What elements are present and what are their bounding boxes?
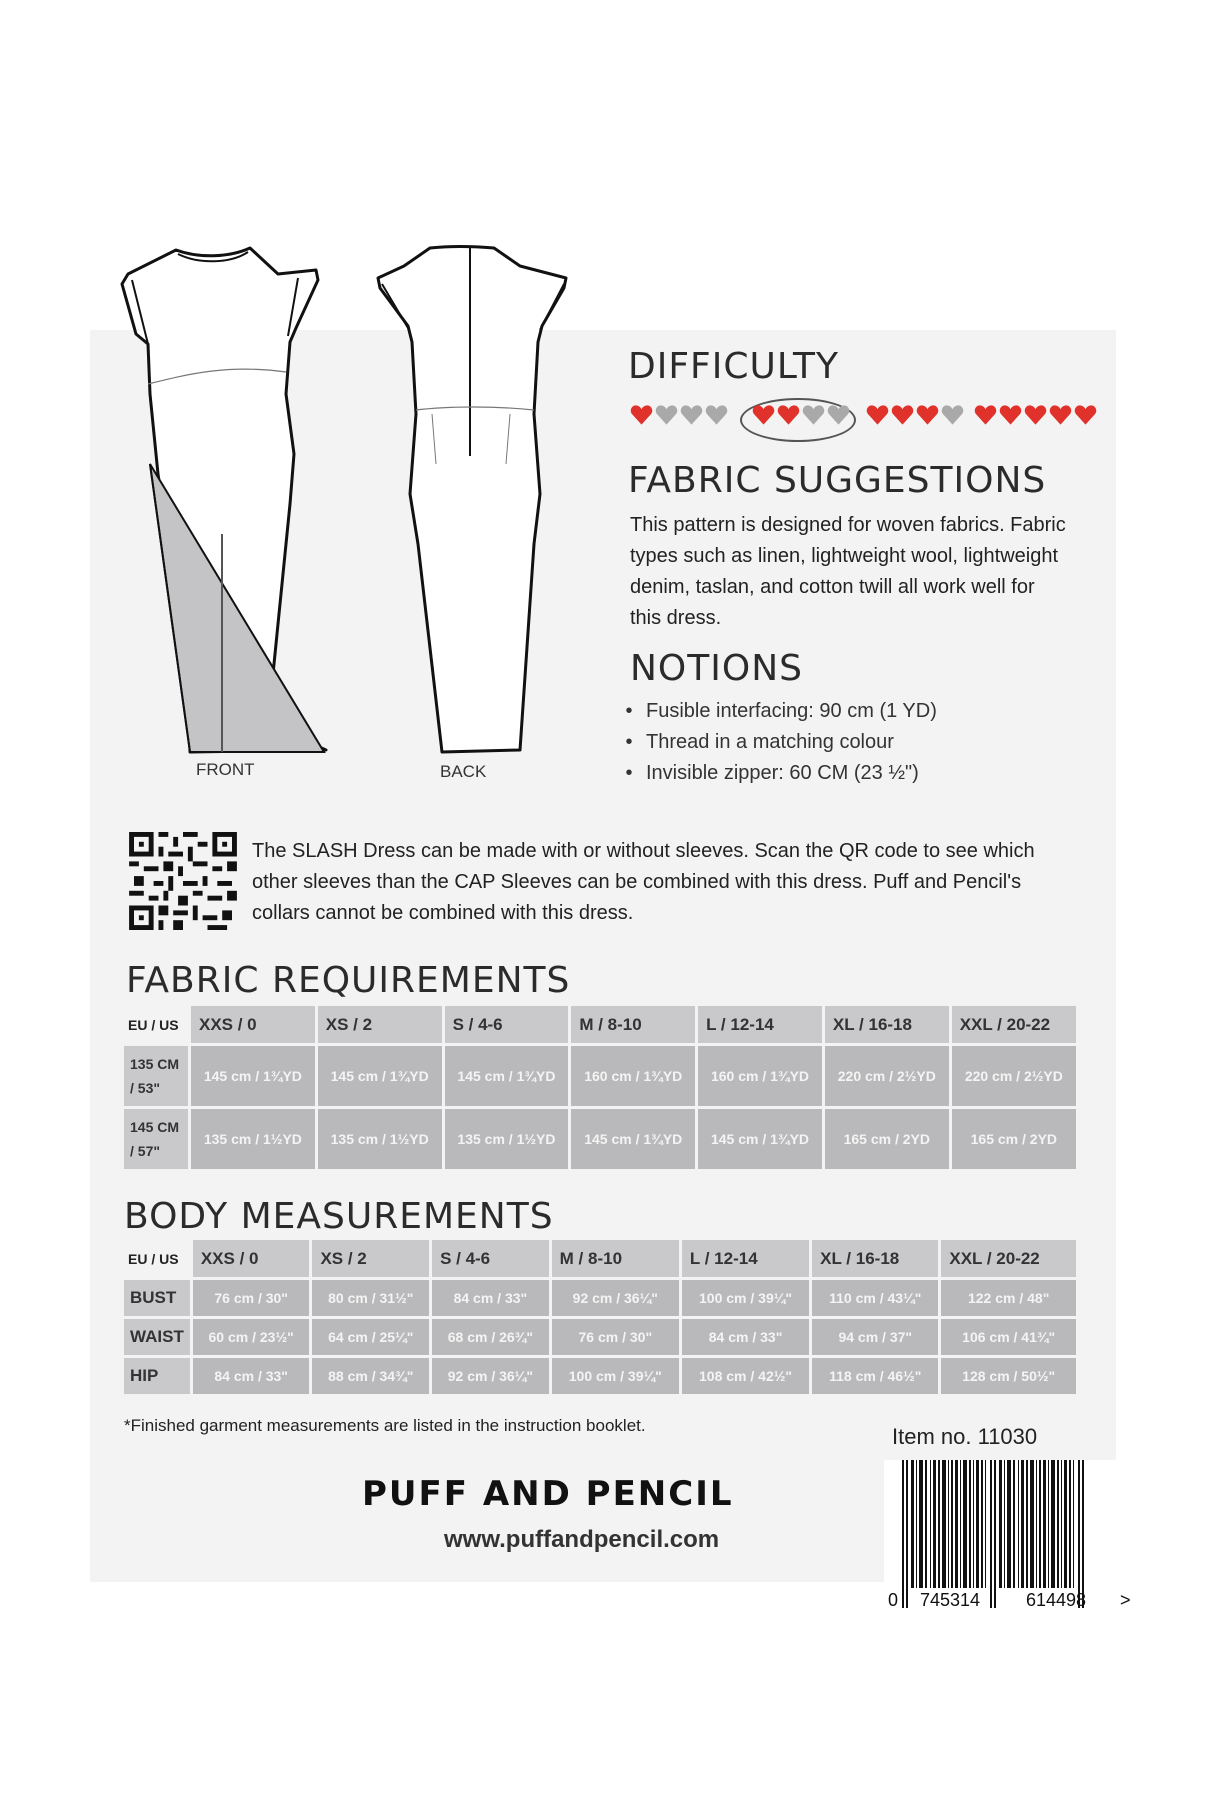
- table-cell: 92 cm / 36¼": [432, 1358, 549, 1394]
- heart-icon: [941, 404, 964, 426]
- heart-icon: [1074, 404, 1097, 426]
- notion-text: Fusible interfacing: 90 cm (1 YD): [646, 700, 937, 722]
- table-cell: 122 cm / 48": [941, 1280, 1076, 1316]
- row-label: 145 CM / 57": [124, 1109, 188, 1169]
- table-cell: 92 cm / 36¼": [552, 1280, 679, 1316]
- size-header: L / 12-14: [682, 1240, 809, 1277]
- table-cell: 135 cm / 1½YD: [445, 1109, 569, 1169]
- barcode-right-digits: 614498: [1026, 1590, 1087, 1610]
- table-corner: EU / US: [124, 1240, 190, 1277]
- row-label: HIP: [124, 1358, 190, 1394]
- notions-heading: NOTIONS: [630, 648, 803, 689]
- size-header: XXS / 0: [193, 1240, 310, 1277]
- size-header: S / 4-6: [445, 1006, 569, 1043]
- table-corner: EU / US: [124, 1006, 188, 1043]
- table-row: [124, 1280, 1076, 1316]
- row-label: 135 CM / 53": [124, 1046, 188, 1106]
- heart-icon: [916, 404, 939, 426]
- size-header: XXL / 20-22: [952, 1006, 1076, 1043]
- size-header: S / 4-6: [432, 1240, 549, 1277]
- bullet: •: [625, 731, 633, 753]
- table-cell: 160 cm / 1¾YD: [698, 1046, 822, 1106]
- table-cell: 100 cm / 39¼": [682, 1280, 809, 1316]
- table-cell: 108 cm / 42½": [682, 1358, 809, 1394]
- heart-icon: [680, 404, 703, 426]
- barcode-left-digits: 745314: [920, 1590, 981, 1610]
- table-cell: 106 cm / 41¾": [941, 1319, 1076, 1355]
- notion-item: [624, 758, 937, 789]
- table-cell: 220 cm / 2½YD: [952, 1046, 1076, 1106]
- heart-icon: [1049, 404, 1072, 426]
- notion-text: Thread in a matching colour: [646, 731, 894, 753]
- back-label: BACK: [440, 762, 487, 781]
- table-cell: 84 cm / 33": [432, 1280, 549, 1316]
- table-cell: 165 cm / 2YD: [825, 1109, 949, 1169]
- table-cell: 60 cm / 23½": [193, 1319, 310, 1355]
- fabric-requirements-table: [121, 1003, 1079, 1172]
- row-label: WAIST: [124, 1319, 190, 1355]
- notion-text: Invisible zipper: 60 CM (23 ½"): [646, 762, 919, 784]
- table-cell: 165 cm / 2YD: [952, 1109, 1076, 1169]
- table-cell: 220 cm / 2½YD: [825, 1046, 949, 1106]
- heart-icon: [752, 404, 775, 426]
- difficulty-level-1: [630, 404, 728, 426]
- table-header-row: [124, 1006, 1076, 1043]
- qr-code[interactable]: [128, 832, 238, 930]
- back-dress-sketch: [370, 244, 580, 756]
- table-cell: 76 cm / 30": [552, 1319, 679, 1355]
- table-cell: 80 cm / 31½": [312, 1280, 429, 1316]
- table-cell: 84 cm / 33": [193, 1358, 310, 1394]
- notion-item: [624, 727, 937, 758]
- table-cell: 88 cm / 34¾": [312, 1358, 429, 1394]
- heart-icon: [866, 404, 889, 426]
- table-row: [124, 1319, 1076, 1355]
- heart-icon: [655, 404, 678, 426]
- table-cell: 145 cm / 1¾YD: [445, 1046, 569, 1106]
- difficulty-heading: DIFFICULTY: [628, 346, 839, 387]
- difficulty-level-2: [752, 404, 850, 426]
- table-row: [124, 1046, 1076, 1106]
- heart-icon: [630, 404, 653, 426]
- table-cell: 135 cm / 1½YD: [191, 1109, 315, 1169]
- measurement-footnote: *Finished garment measurements are listed in the instruction booklet.: [124, 1416, 646, 1435]
- website-url[interactable]: www.puffandpencil.com: [444, 1526, 720, 1553]
- size-header: XS / 2: [318, 1006, 442, 1043]
- table-cell: 94 cm / 37": [812, 1319, 938, 1355]
- body-measurements-heading: BODY MEASUREMENTS: [124, 1196, 554, 1237]
- heart-icon: [827, 404, 850, 426]
- bullet: •: [625, 762, 633, 784]
- size-header: M / 8-10: [552, 1240, 679, 1277]
- table-row: [124, 1109, 1076, 1169]
- table-cell: 100 cm / 39¼": [552, 1358, 679, 1394]
- front-label: FRONT: [196, 760, 255, 779]
- size-header: XL / 16-18: [812, 1240, 938, 1277]
- item-number: Item no. 11030: [892, 1424, 1038, 1449]
- table-cell: 64 cm / 25¼": [312, 1319, 429, 1355]
- fabric-requirements-heading: FABRIC REQUIREMENTS: [126, 960, 571, 1001]
- heart-icon: [999, 404, 1022, 426]
- barcode-lead-digit: 0: [888, 1590, 899, 1610]
- table-cell: 145 cm / 1¾YD: [191, 1046, 315, 1106]
- fabric-suggestions-heading: FABRIC SUGGESTIONS: [628, 460, 1047, 501]
- body-measurements-table: [121, 1237, 1079, 1397]
- notions-list: [624, 696, 937, 789]
- brand-name: PUFF AND PENCIL: [362, 1474, 734, 1514]
- difficulty-level-4: [974, 404, 1097, 426]
- size-header: XXL / 20-22: [941, 1240, 1076, 1277]
- difficulty-rating: [630, 398, 1070, 442]
- front-dress-sketch: [118, 244, 328, 756]
- table-header-row: [124, 1240, 1076, 1277]
- qr-description: The SLASH Dress can be made with or without sleeves. Scan the QR code to see which other sleeves than the CAP Sleeves can be combined with this dress. Puff and Pencil's collars cannot be combined with this dress.: [252, 840, 1035, 924]
- table-cell: 145 cm / 1¾YD: [698, 1109, 822, 1169]
- heart-icon: [974, 404, 997, 426]
- difficulty-level-3: [866, 404, 964, 426]
- table-row: [124, 1358, 1076, 1394]
- notion-item: [624, 696, 937, 727]
- table-cell: 160 cm / 1¾YD: [571, 1046, 695, 1106]
- table-cell: 110 cm / 43¼": [812, 1280, 938, 1316]
- size-header: XXS / 0: [191, 1006, 315, 1043]
- table-cell: 145 cm / 1¾YD: [571, 1109, 695, 1169]
- barcode: [884, 1460, 1124, 1610]
- bullet: •: [625, 700, 633, 722]
- table-cell: 135 cm / 1½YD: [318, 1109, 442, 1169]
- heart-icon: [802, 404, 825, 426]
- table-cell: 145 cm / 1¾YD: [318, 1046, 442, 1106]
- size-header: XL / 16-18: [825, 1006, 949, 1043]
- table-cell: 76 cm / 30": [193, 1280, 310, 1316]
- heart-icon: [891, 404, 914, 426]
- heart-icon: [1024, 404, 1047, 426]
- barcode-trail-mark: >: [1120, 1590, 1131, 1610]
- table-cell: 128 cm / 50½": [941, 1358, 1076, 1394]
- size-header: M / 8-10: [571, 1006, 695, 1043]
- heart-icon: [777, 404, 800, 426]
- table-cell: 118 cm / 46½": [812, 1358, 938, 1394]
- row-label: BUST: [124, 1280, 190, 1316]
- heart-icon: [705, 404, 728, 426]
- table-cell: 68 cm / 26¾": [432, 1319, 549, 1355]
- size-header: XS / 2: [312, 1240, 429, 1277]
- fabric-suggestions-text: This pattern is designed for woven fabrics. Fabric types such as linen, lightweight wool, lightweight denim, taslan, and cotton twill all work well for this dress.: [630, 514, 1066, 629]
- table-cell: 84 cm / 33": [682, 1319, 809, 1355]
- size-header: L / 12-14: [698, 1006, 822, 1043]
